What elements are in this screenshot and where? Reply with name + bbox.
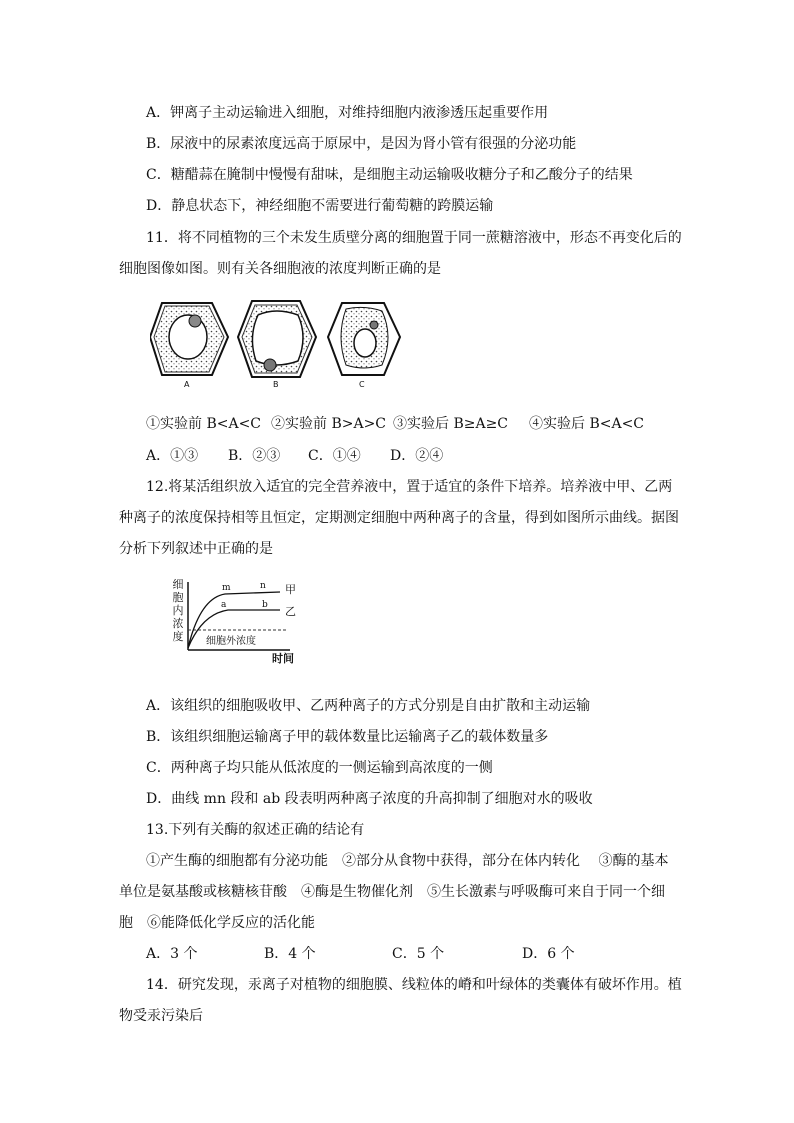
- q12-option-c: C．两种离子均只能从低浓度的一侧运输到高浓度的一侧: [146, 760, 493, 776]
- q11-option-a: A．①③: [146, 448, 199, 464]
- q11-statements: [146, 414, 644, 434]
- q12-y-axis-label: 细 胞 内 浓 度: [172, 578, 184, 643]
- q13-stem: 13.下列有关酶的叙述正确的结论有: [146, 822, 365, 838]
- q12-option-b: B．该组织细胞运输离子甲的载体数量比运输离子乙的载体数量多: [146, 729, 549, 745]
- cell-c: [328, 303, 400, 375]
- q12-stem-line3: 分析下列叙述中正确的是: [119, 541, 273, 557]
- q13-option-b: B．4 个: [264, 946, 316, 962]
- q12-point-n: n: [260, 581, 266, 591]
- q11-options: [146, 446, 443, 466]
- q13-line3: 胞 ⑥能降低化学反应的活化能: [119, 915, 315, 931]
- q13-options: [146, 944, 575, 964]
- q11-option-d: D．②④: [390, 448, 444, 464]
- cell-a: [150, 303, 228, 375]
- q12-option-a: A．该组织的细胞吸收甲、乙两种离子的方式分别是自由扩散和主动运输: [146, 698, 591, 714]
- q12-curve-jia-label: 甲: [285, 583, 296, 596]
- q10-option-a: A．钾离子主动运输进入细胞，对维持细胞内液渗透压起重要作用: [146, 105, 549, 121]
- q14-stem-line2: 物受汞污染后: [119, 1008, 203, 1024]
- cell-a-label: A: [184, 380, 190, 389]
- q10-option-b: B．尿液中的尿素浓度远高于原尿中，是因为肾小管有很强的分泌功能: [146, 136, 577, 152]
- q12-outside-concentration-label: 细胞外浓度: [206, 636, 256, 647]
- q11-statement-4: ④实验后 B<A<C: [529, 416, 645, 432]
- q11-option-b: B．②③: [228, 448, 281, 464]
- q13-option-c: C．5 个: [392, 946, 445, 962]
- cell-b-label: B: [273, 380, 279, 389]
- q11-statement-1: ①实验前 B<A<C: [146, 416, 262, 432]
- q12-stem-line2: 种离子的浓度保持相等且恒定，定期测定细胞中两种离子的含量，得到如图所示曲线。据图: [119, 510, 679, 526]
- q11-stem-line2: 细胞图像如图。则有关各细胞液的浓度判断正确的是: [119, 261, 441, 277]
- cell-b: [238, 301, 316, 377]
- q12-curve-yi-label: 乙: [285, 605, 296, 618]
- q12-point-b: b: [262, 600, 268, 610]
- q11-option-c: C．①④: [308, 448, 361, 464]
- q12-x-axis-label: 时间: [272, 652, 294, 665]
- q12-stem-line1: 12.将某活组织放入适宜的完全营养液中，置于适宜的条件下培养。培养液中甲、乙两: [146, 479, 673, 495]
- q11-statement-2: ②实验前 B>A>C: [271, 416, 387, 432]
- q13-line1: ①产生酶的细胞都有分泌功能 ②部分从食物中获得，部分在体内转化 ③酶的基本: [146, 853, 669, 869]
- q11-statement-3: ③实验后 B≥A≥C: [393, 416, 509, 432]
- q10-option-c: C．糖醋蒜在腌制中慢慢有甜味，是细胞主动运输吸收糖分子和乙酸分子的结果: [146, 167, 633, 183]
- q13-line2: 单位是氨基酸或核糖核苷酸 ④酶是生物催化剂 ⑤生长激素与呼吸酶可来自于同一个细: [119, 884, 665, 900]
- q12-point-a: a: [221, 600, 227, 610]
- q14-stem-line1: 14．研究发现，汞离子对植物的细胞膜、线粒体的嵴和叶绿体的类囊体有破坏作用。植: [146, 977, 682, 993]
- q13-option-d: D．6 个: [522, 946, 575, 962]
- q10-option-d: D．静息状态下，神经细胞不需要进行葡萄糖的跨膜运输: [146, 198, 494, 214]
- cell-c-label: C: [359, 380, 365, 389]
- q12-point-m: m: [222, 583, 231, 593]
- q12-option-d: D．曲线 mn 段和 ab 段表明两种离子浓度的升高抑制了细胞对水的吸收: [146, 791, 593, 807]
- q13-option-a: A．3 个: [146, 946, 198, 962]
- q11-stem-line1: 11．将不同植物的三个未发生质壁分离的细胞置于同一蔗糖溶液中，形态不再变化后的: [146, 230, 682, 246]
